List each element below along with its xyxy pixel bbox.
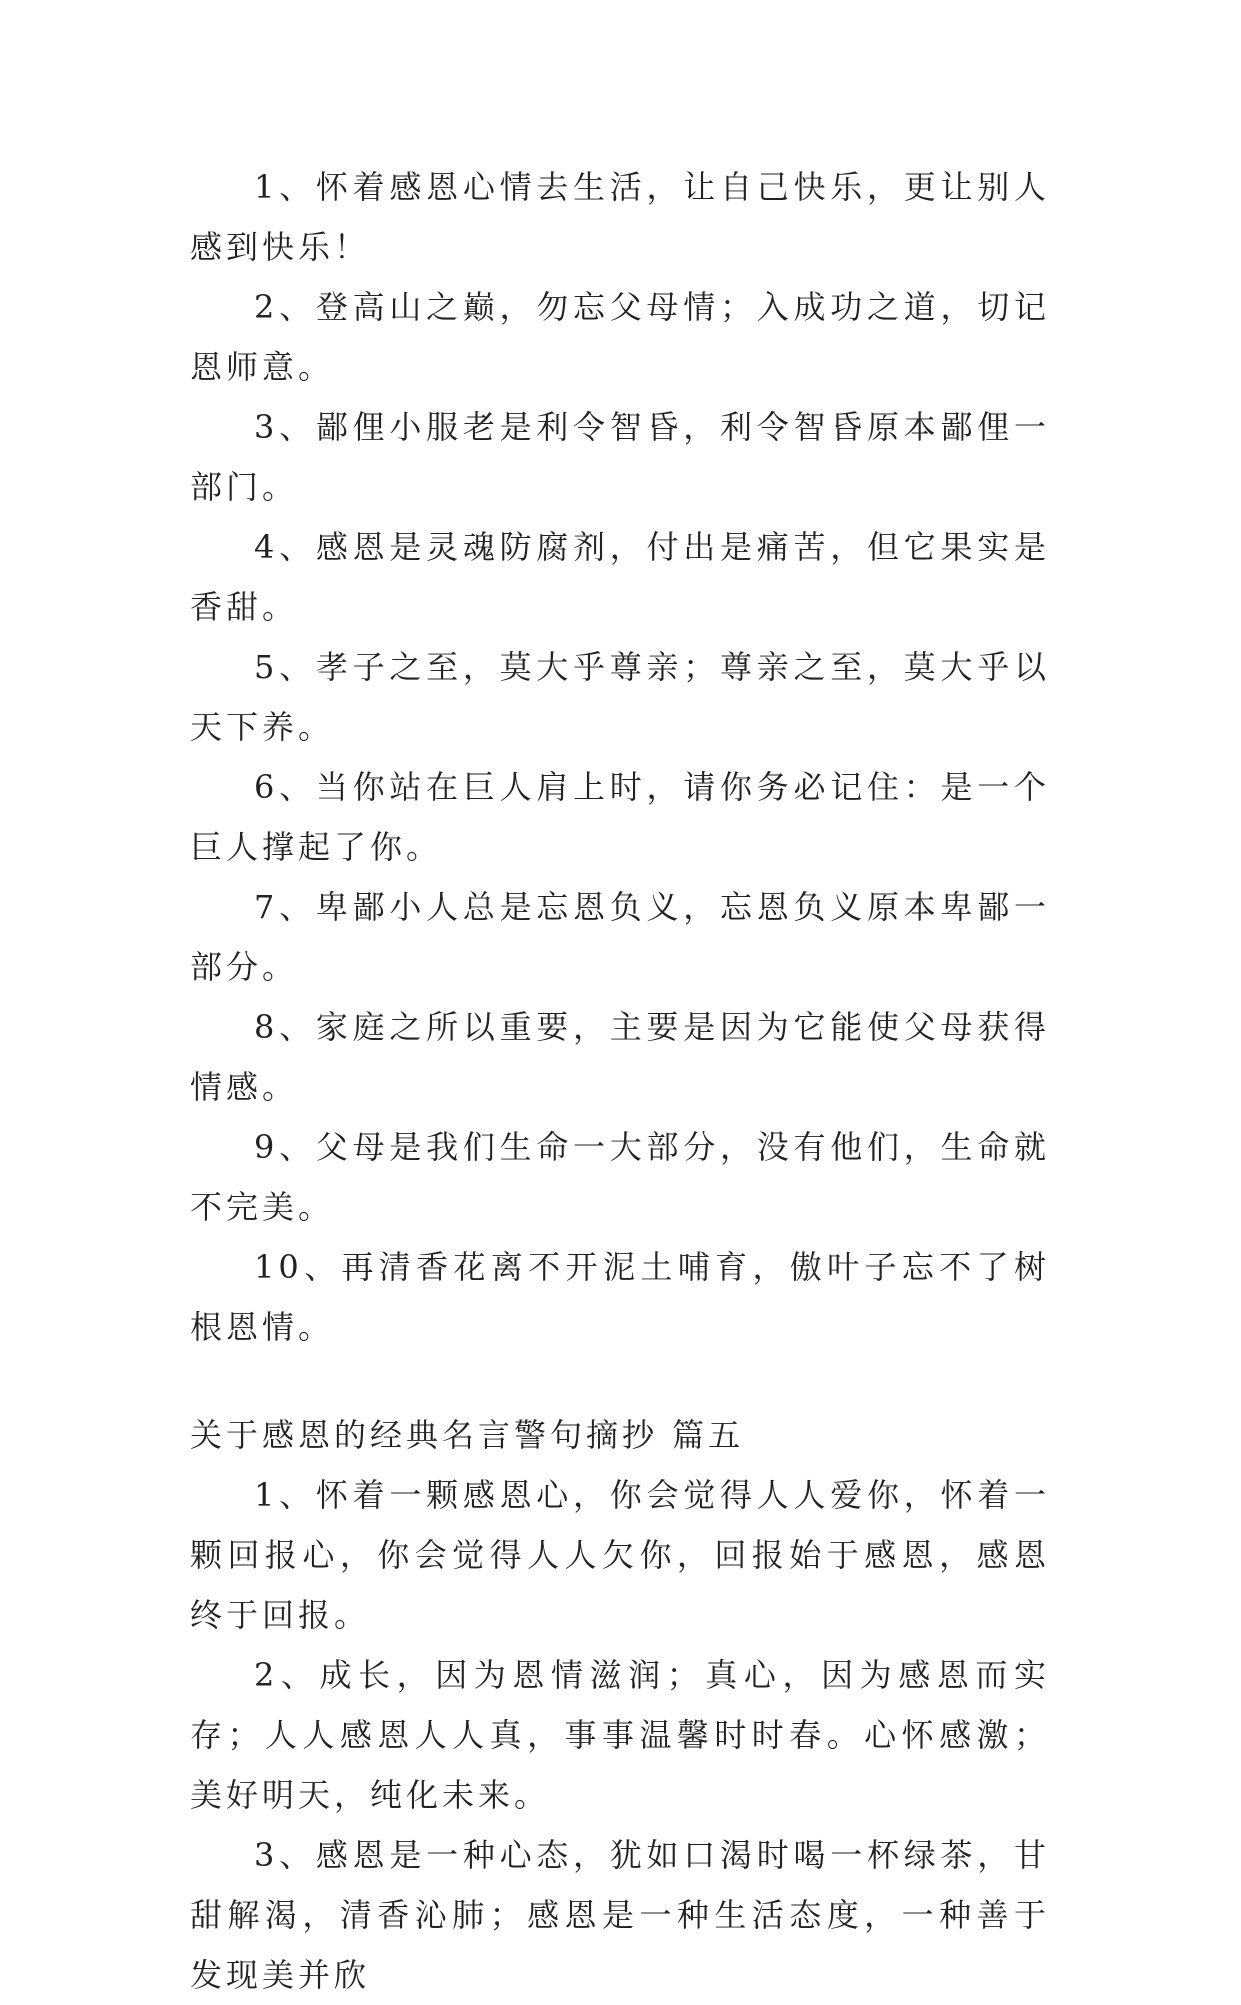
list-item: 3、感恩是一种心态，犹如口渴时喝一杯绿茶，甘甜解渴，清香沁肺；感恩是一种生活态度，一种善于发现美并欣	[190, 1836, 1050, 1994]
list-item: 10、再清香花离不开泥土哺育，傲叶子忘不了树根恩情。	[190, 1248, 1050, 1346]
list-item: 2、成长，因为恩情滋润；真心，因为感恩而实存；人人感恩人人真，事事温馨时时春。心怀感激；美好明天，纯化未来。	[190, 1656, 1050, 1814]
list-item: 5、孝子之至，莫大乎尊亲；尊亲之至，莫大乎以天下养。	[190, 648, 1050, 746]
list-item: 1、怀着感恩心情去生活，让自己快乐，更让别人感到快乐！	[190, 168, 1050, 266]
list-item: 8、家庭之所以重要，主要是因为它能使父母获得情感。	[190, 1008, 1050, 1106]
list-item: 4、感恩是灵魂防腐剂，付出是痛苦，但它果实是香甜。	[190, 528, 1050, 626]
list-item: 9、父母是我们生命一大部分，没有他们，生命就不完美。	[190, 1128, 1050, 1226]
list-item: 3、鄙俚小服老是利令智昏，利令智昏原本鄙俚一部门。	[190, 408, 1050, 506]
section-heading: 关于感恩的经典名言警句摘抄 篇五	[190, 1416, 745, 1454]
list-item: 7、卑鄙小人总是忘恩负义，忘恩负义原本卑鄙一部分。	[190, 888, 1050, 986]
list-item: 2、登高山之巅，勿忘父母情；入成功之道，切记恩师意。	[190, 288, 1050, 386]
document-body	[190, 157, 1050, 2005]
list-item: 1、怀着一颗感恩心，你会觉得人人爱你，怀着一颗回报心，你会觉得人人欠你，回报始于感恩，感恩终于回报。	[190, 1476, 1050, 1634]
list-item: 6、当你站在巨人肩上时，请你务必记住：是一个巨人撑起了你。	[190, 768, 1050, 866]
